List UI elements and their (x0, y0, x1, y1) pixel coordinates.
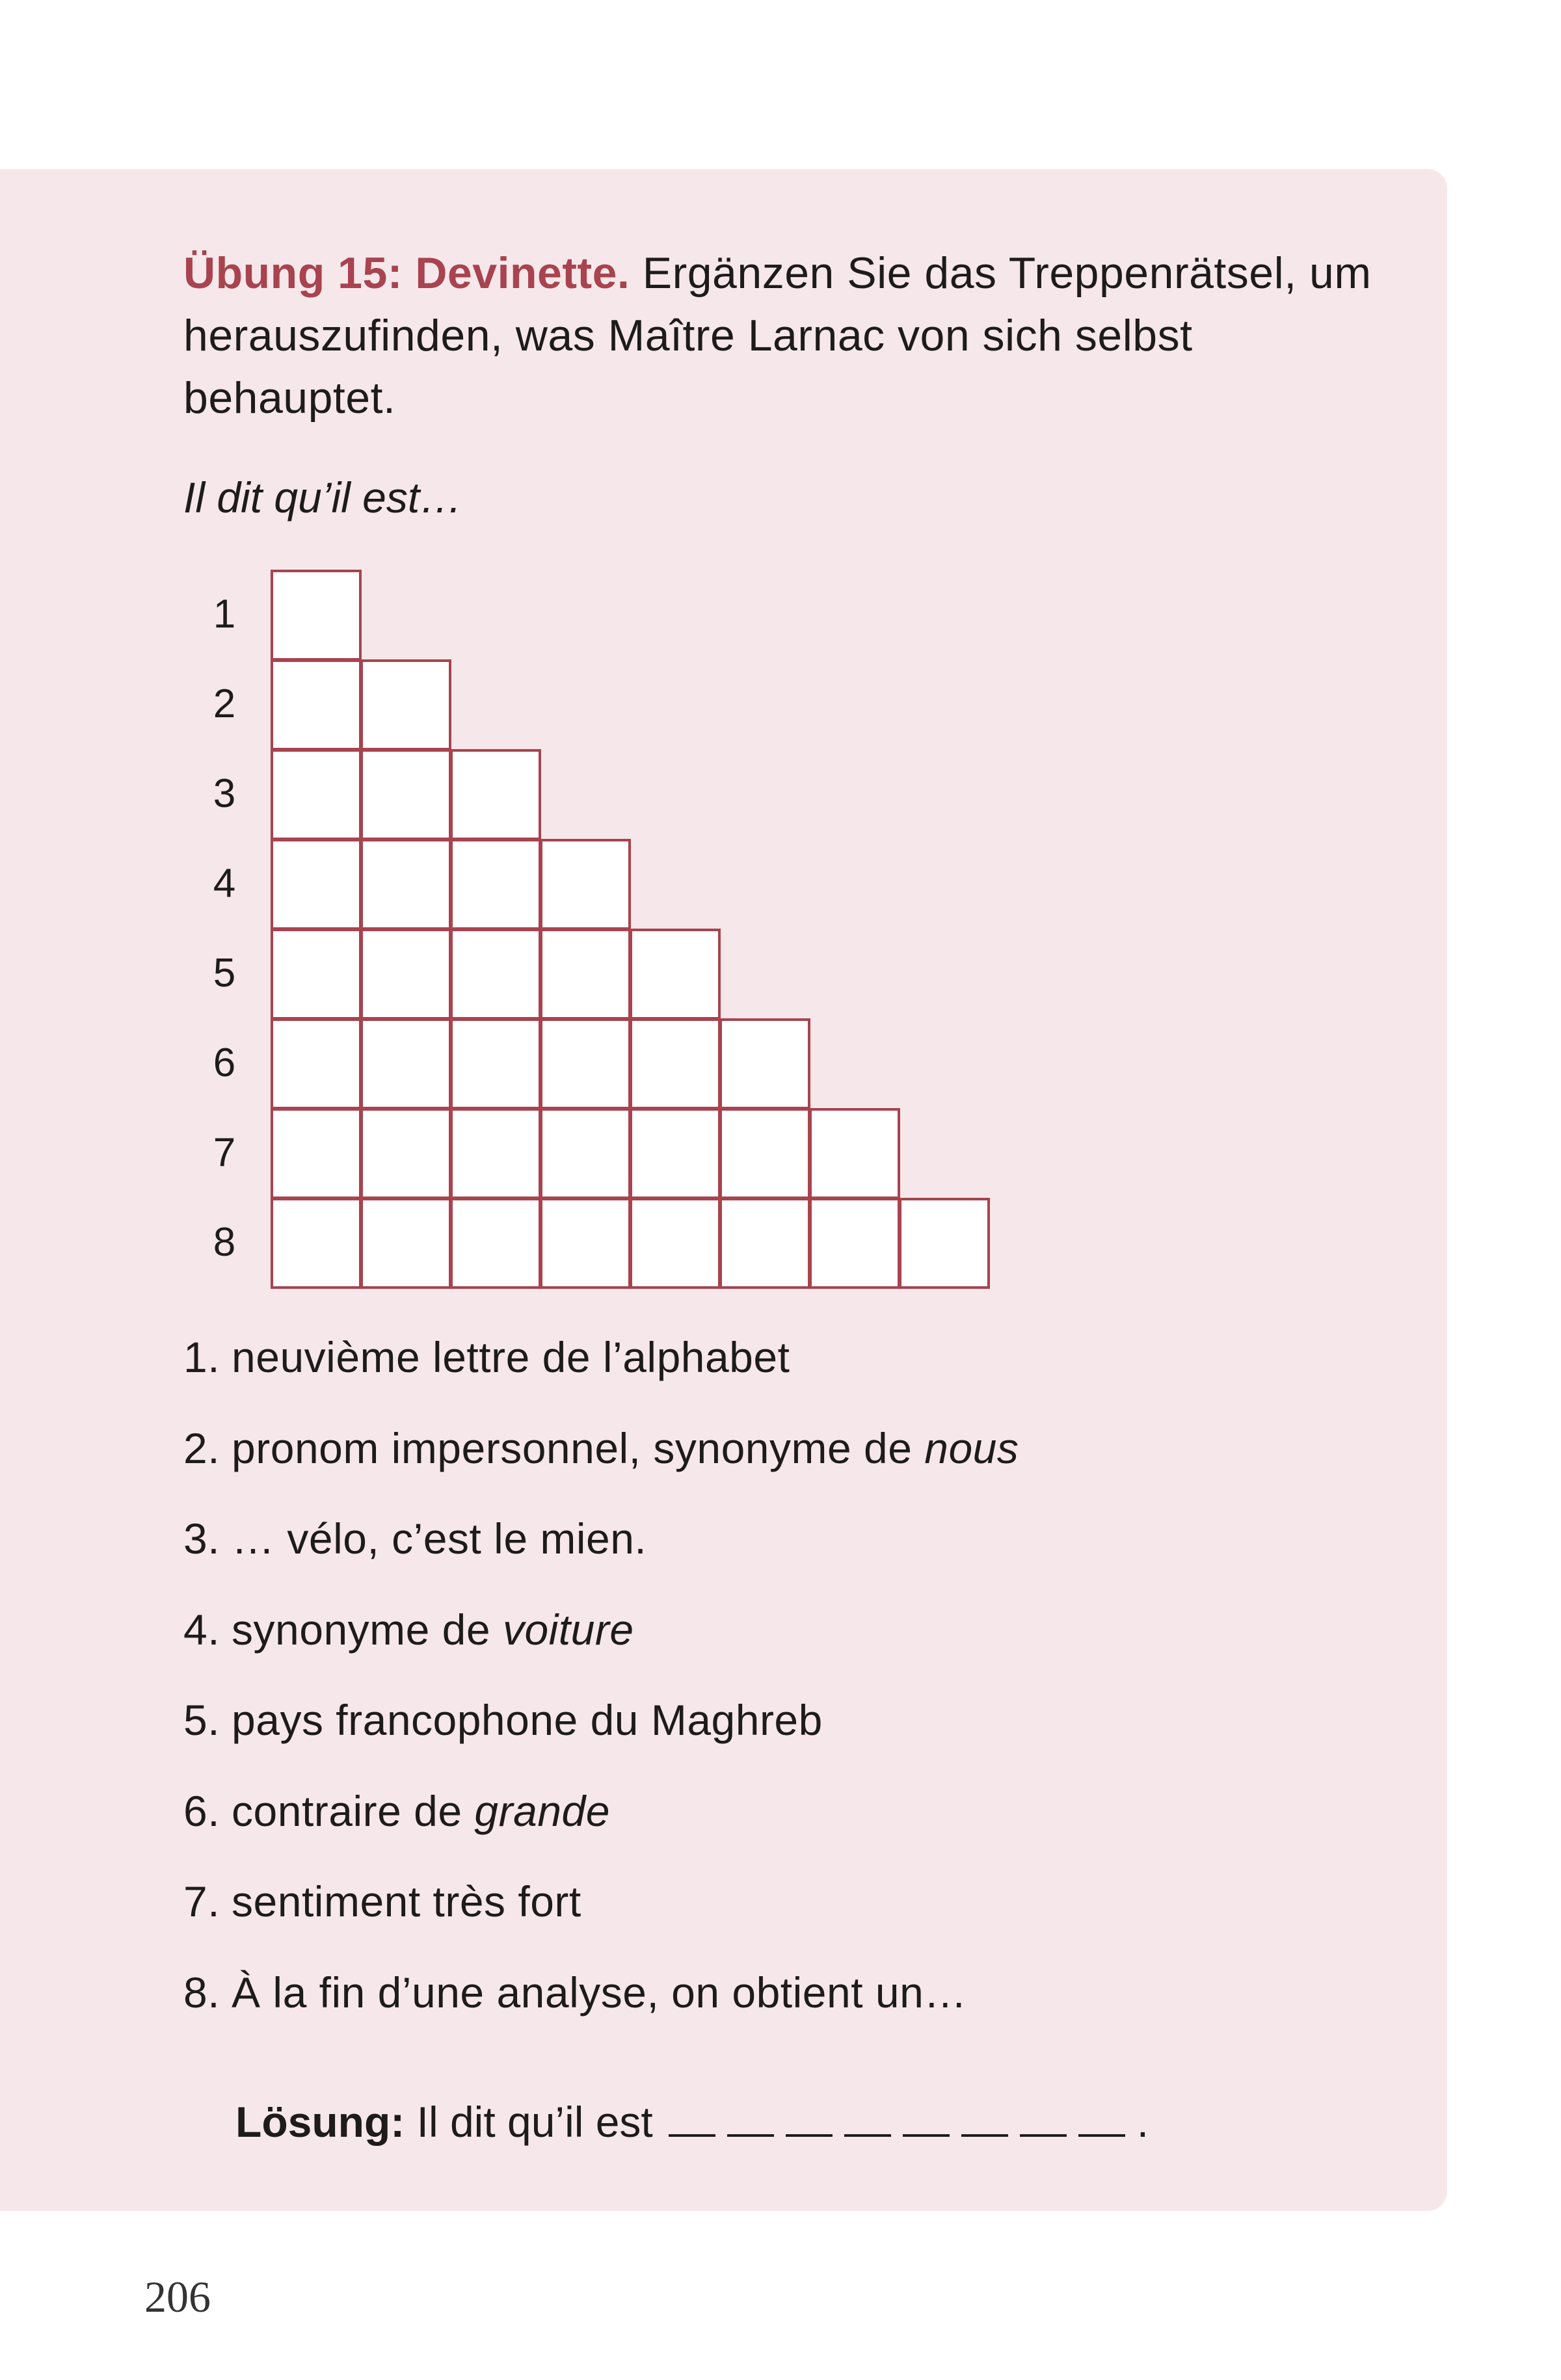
puzzle-cell[interactable] (360, 929, 451, 1020)
puzzle-cell[interactable] (540, 929, 631, 1020)
row-number: 2 (213, 681, 236, 726)
puzzle-cell[interactable] (450, 749, 541, 840)
exercise-label: Übung 15: Devinette. (183, 248, 630, 298)
clue-text: pronom impersonnel, synonyme de (232, 1423, 925, 1472)
clue-item (183, 1691, 823, 1749)
puzzle-cell[interactable] (271, 929, 362, 1020)
solution-blank[interactable] (961, 2129, 1008, 2137)
clue-text: contraire de (232, 1786, 475, 1835)
solution-label: Lösung: (235, 2098, 405, 2146)
puzzle-cell[interactable] (360, 749, 451, 840)
clue-item (183, 1963, 967, 2022)
puzzle-cell[interactable] (630, 1198, 721, 1289)
puzzle-cell[interactable] (271, 749, 362, 840)
puzzle-cell[interactable] (540, 839, 631, 930)
solution-text: Il dit qu’il est (416, 2098, 653, 2146)
row-number: 6 (213, 1040, 236, 1085)
solution-blank[interactable] (727, 2129, 774, 2137)
puzzle-cell[interactable] (809, 1198, 900, 1289)
clue-number: 8. (183, 1968, 220, 2016)
exercise-instruction: Ergänzen Sie das Treppenrätsel, um herauszufinden, was Maître Larnac von sich selbst behauptet. (183, 248, 1372, 423)
puzzle-cell[interactable] (450, 929, 541, 1020)
puzzle-cell[interactable] (540, 1018, 631, 1109)
solution-blank[interactable] (1078, 2129, 1125, 2137)
row-number: 4 (213, 861, 236, 906)
puzzle-cell[interactable] (271, 839, 362, 930)
puzzle-cell[interactable] (271, 1108, 362, 1199)
clue-text: neuvième lettre de l’alphabet (232, 1333, 790, 1381)
clue-item (183, 1600, 634, 1659)
puzzle-cell[interactable] (630, 1108, 721, 1199)
puzzle-cell[interactable] (630, 929, 721, 1020)
puzzle-cell[interactable] (450, 1108, 541, 1199)
clue-text: grande (474, 1786, 610, 1835)
puzzle-cell[interactable] (450, 839, 541, 930)
clue-number: 3. (183, 1514, 220, 1563)
clue-item (183, 1872, 581, 1931)
clue-number: 2. (183, 1423, 220, 1472)
puzzle-cell[interactable] (719, 1108, 810, 1199)
solution-line (235, 2093, 1149, 2151)
row-number: 5 (213, 951, 236, 996)
clue-item (183, 1509, 647, 1568)
puzzle-cell[interactable] (809, 1108, 900, 1199)
puzzle-cell[interactable] (360, 839, 451, 930)
clue-number: 4. (183, 1605, 220, 1654)
puzzle-cell[interactable] (271, 659, 362, 750)
puzzle-intro: Il dit qu’il est… (183, 473, 463, 522)
puzzle-cell[interactable] (450, 1198, 541, 1289)
puzzle-cell[interactable] (360, 659, 451, 750)
clue-number: 1. (183, 1333, 220, 1381)
clue-text: synonyme de (232, 1605, 503, 1654)
page-number: 206 (144, 2272, 211, 2321)
solution-blank[interactable] (669, 2129, 715, 2137)
clue-number: 7. (183, 1877, 220, 1925)
clue-item (183, 1328, 790, 1386)
solution-blank[interactable] (903, 2129, 950, 2137)
puzzle-cell[interactable] (719, 1198, 810, 1289)
solution-blank[interactable] (786, 2129, 833, 2137)
puzzle-cell[interactable] (630, 1018, 721, 1109)
solution-blanks[interactable] (669, 2098, 1137, 2146)
clue-number: 5. (183, 1696, 220, 1744)
row-number: 1 (213, 592, 236, 637)
solution-blank[interactable] (1020, 2129, 1067, 2137)
puzzle-cell[interactable] (899, 1198, 990, 1289)
clue-text: À la fin d’une analyse, on obtient un… (232, 1968, 967, 2016)
row-number: 7 (213, 1130, 236, 1175)
puzzle-cell[interactable] (271, 1198, 362, 1289)
puzzle-cell[interactable] (360, 1018, 451, 1109)
clue-text: pays francophone du Maghreb (232, 1696, 823, 1744)
clue-text: nous (924, 1423, 1019, 1472)
puzzle-cell[interactable] (719, 1018, 810, 1109)
solution-end: . (1136, 2098, 1149, 2146)
clue-item (183, 1782, 610, 1840)
puzzle-cell[interactable] (271, 1018, 362, 1109)
clue-number: 6. (183, 1786, 220, 1835)
clue-item (183, 1419, 1019, 1477)
solution-blank[interactable] (844, 2129, 891, 2137)
puzzle-cell[interactable] (540, 1108, 631, 1199)
puzzle-cell[interactable] (360, 1108, 451, 1199)
clue-text: voiture (502, 1605, 634, 1654)
puzzle-cell[interactable] (271, 570, 362, 661)
clue-text: sentiment très fort (232, 1877, 581, 1925)
puzzle-cell[interactable] (450, 1018, 541, 1109)
puzzle-cell[interactable] (540, 1198, 631, 1289)
exercise-heading (183, 242, 1406, 429)
puzzle-cell[interactable] (360, 1198, 451, 1289)
row-number: 8 (213, 1220, 236, 1265)
row-number: 3 (213, 771, 236, 816)
clue-text: … vélo, c’est le mien. (232, 1514, 647, 1563)
